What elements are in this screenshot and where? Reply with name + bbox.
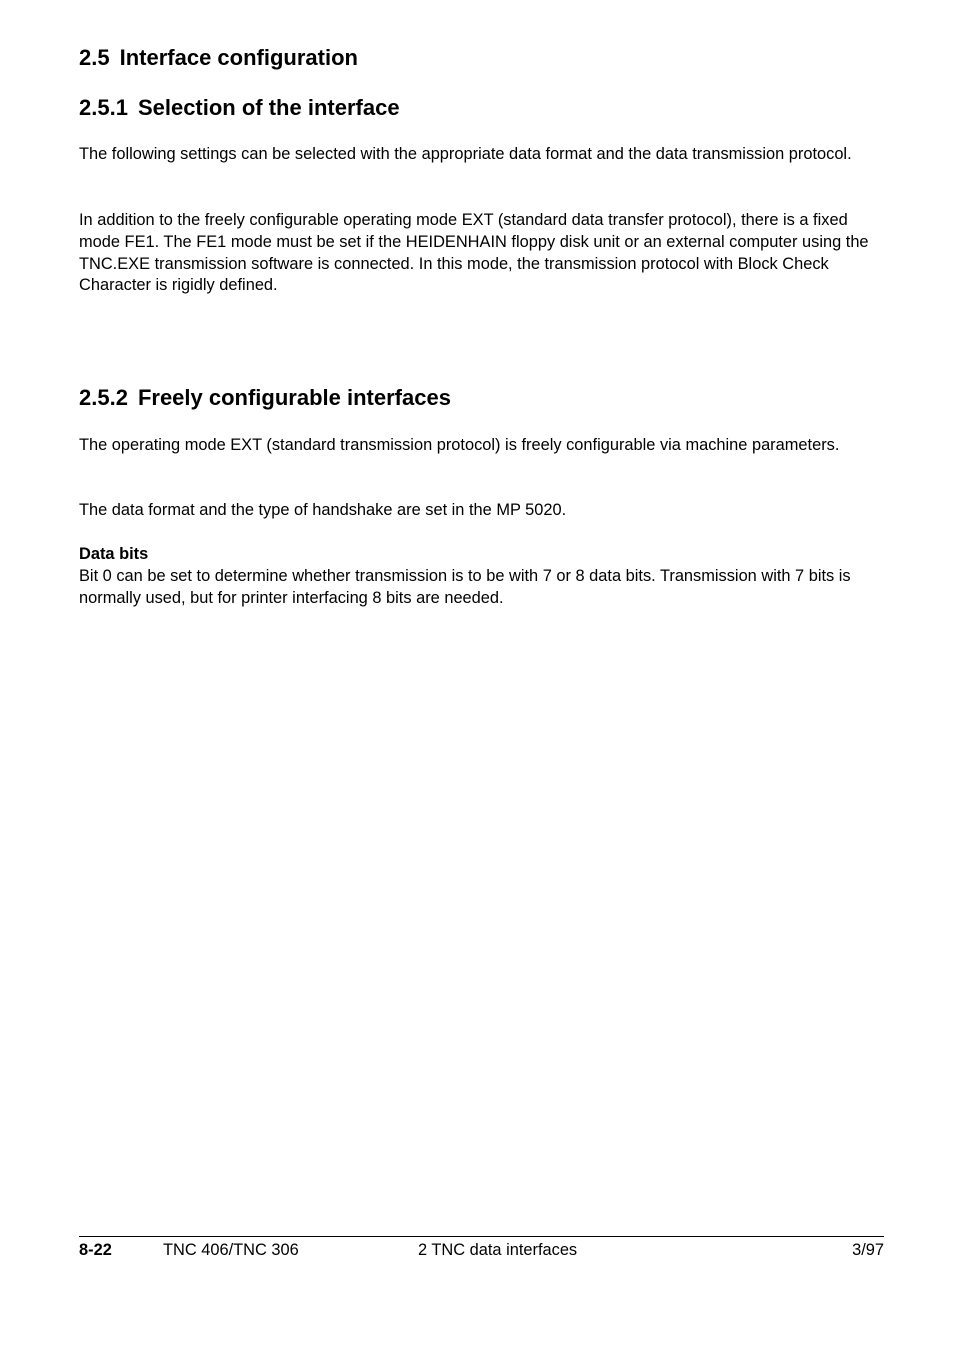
section-heading-2-5-2 xyxy=(79,385,451,411)
footer-page-number: 8-22 xyxy=(79,1241,112,1259)
section-number: 2.5 xyxy=(79,45,110,70)
footer-model: TNC 406/TNC 306 xyxy=(163,1241,299,1259)
footer-date: 3/97 xyxy=(852,1241,884,1259)
section-title: Interface configuration xyxy=(119,45,358,70)
paragraph-ext-fe1-modes: In addition to the freely configurable operating mode EXT (standard data transfer protocol), there is a fixed mode FE1. The FE1 mode must be set if the HEIDENHAIN floppy disk unit or an external computer using the TNC.EXE transmission software is connected. In this mode, the transmission protocol with Block Check Character is rigidly defined. xyxy=(79,211,869,295)
paragraph-data-bits: Bit 0 can be set to determine whether transmission is to be with 7 or 8 data bits. Transmission with 7 bits is normally used, but for printer interfacing 8 bits are needed. xyxy=(79,567,851,607)
paragraph-data-format-mp5020: The data format and the type of handshake are set in the MP 5020. xyxy=(79,501,567,519)
section-title: Selection of the interface xyxy=(137,95,400,120)
footer-chapter: 2 TNC data interfaces xyxy=(418,1241,578,1259)
section-heading-2-5 xyxy=(79,45,358,71)
section-title: Freely configurable interfaces xyxy=(137,385,451,410)
section-number: 2.5.1 xyxy=(79,95,128,120)
footer-divider xyxy=(79,1236,884,1237)
section-number: 2.5.2 xyxy=(79,385,128,410)
paragraph-settings-intro: The following settings can be selected with the appropriate data format and the data transmission protocol. xyxy=(79,145,852,163)
subheading-data-bits: Data bits xyxy=(79,545,149,563)
section-heading-2-5-1 xyxy=(79,95,400,121)
paragraph-ext-configurable: The operating mode EXT (standard transmission protocol) is freely configurable via machine parameters. xyxy=(79,436,840,454)
